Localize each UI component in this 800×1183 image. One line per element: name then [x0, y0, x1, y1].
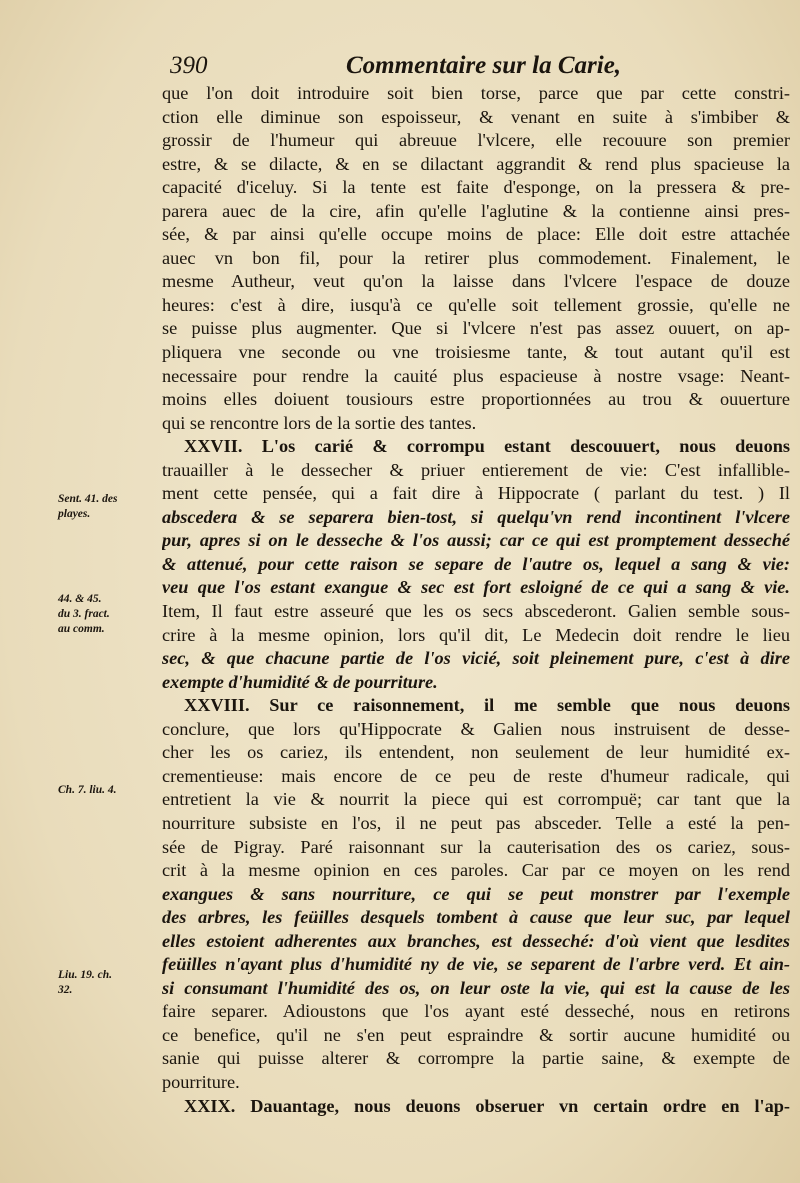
text-line: ment cette pensée, qui a fait dire à Hippocrate ( parlant du test. ) Il: [162, 483, 790, 504]
marginal-note: [58, 592, 164, 637]
text-line: qui se rencontre lors de la sortie des tantes.: [162, 412, 477, 433]
marginal-note: [58, 968, 164, 998]
text-line: parera auec de la cire, afin qu'elle l'aglutine & la contienne ainsi pres-: [162, 200, 790, 221]
text-line: crire à la mesme opinion, lors qu'il dit, Le Medecin doit rendre le lieu: [162, 624, 790, 645]
text-line: auec vn bon fil, pour la retirer plus commodement. Finalement, le: [162, 247, 790, 268]
text-line: crit à la mesme opinion en ces paroles. Car par ce moyen on les rend: [162, 860, 790, 881]
text-line: cher les os cariez, ils entendent, non seulement de leur humidité ex-: [162, 742, 790, 763]
text-line: faire separer. Adioustons que l'os ayant esté desseché, nous en retirons: [162, 1001, 790, 1022]
section-heading-xxvii: XXVII. L'os carié & corrompu estant descouuert, nous deuons: [184, 436, 790, 457]
marginal-note-line: du 3. fract.: [58, 608, 110, 620]
text-line: capacité d'iceluy. Si la tente est faite d'esponge, on la pressera & pre-: [162, 177, 790, 198]
text-line: ce benefice, qu'il ne s'en peut espraindre & sortir aucune humidité ou: [162, 1024, 790, 1045]
quote-line: elles estoient adherentes aux branches, est desseché: d'où vient que lesdites: [162, 930, 790, 951]
text-line: nourriture subsiste en l'os, il ne peut pas absceder. Telle a esté la pen-: [162, 812, 790, 833]
quote-line: abscedera & se separera bien-tost, si quelqu'vn rend incontinent l'vlcere: [162, 506, 790, 527]
text-line: mesme Autheur, veut qu'on la laisse dans l'vlcere l'espace de douze: [162, 271, 790, 292]
marginal-note-line: 32.: [58, 984, 73, 996]
quote-line: pur, apres si on le desseche & l'os aussi; car ce qui est promptement desseché: [162, 530, 790, 551]
marginal-note: [58, 783, 164, 798]
section-heading-xxviii: XXVIII. Sur ce raisonnement, il me semble que nous deuons: [184, 695, 790, 716]
text-line: trauailler à le dessecher & priuer entierement de vie: C'est infallible-: [162, 459, 790, 480]
marginal-note-line: playes.: [58, 508, 91, 520]
quote-line: exempte d'humidité & de pourriture.: [162, 671, 438, 692]
body-text: [162, 82, 790, 1118]
text-line: crementieuse: mais encore de ce peu de reste d'humeur radicale, qui: [162, 765, 790, 786]
marginal-note-line: 44. & 45.: [58, 593, 102, 605]
page-number: 390: [170, 52, 208, 79]
quote-line: des arbres, les feüilles desquels tombent à cause que leur suc, par lequel: [162, 907, 790, 928]
text-line: sanie qui puisse alterer & corrompre la partie saine, & exempte de: [162, 1048, 790, 1069]
marginal-note-line: au comm.: [58, 623, 105, 635]
text-line: conclure, que lors qu'Hippocrate & Galien nous instruisent de desse-: [162, 718, 790, 739]
text-line: Item, Il faut estre asseuré que les os secs abscederont. Galien semble sous-: [162, 601, 790, 622]
text-line: sée, & par ainsi qu'elle occupe moins de place: Elle doit estre attachée: [162, 224, 790, 245]
text-line: grossir de l'humeur qui abreuue l'vlcere, elle recouure son premier: [162, 130, 790, 151]
quote-line: si consumant l'humidité des os, on leur oste la vie, qui est la cause de les: [162, 977, 790, 998]
text-line: pliquera vne seconde ou vne troisiesme tante, & tout autant qu'il est: [162, 342, 790, 363]
section-heading-xxix: XXIX. Dauantage, nous deuons obseruer vn certain ordre en l'ap-: [184, 1095, 790, 1116]
running-title: Commentaire sur la Carie,: [346, 52, 622, 79]
text-line: se puisse plus augmenter. Que si l'vlcere n'est pas assez ouuert, on ap-: [162, 318, 790, 339]
quote-line: & attenué, pour cette raison se separe de l'autre os, lequel a sang & vie:: [162, 553, 790, 574]
text-line: ction elle diminue son espoisseur, & venant en suite à s'imbiber &: [162, 106, 790, 127]
text-line: pourriture.: [162, 1071, 240, 1092]
marginal-note: [58, 492, 164, 522]
marginal-note-line: Liu. 19. ch.: [58, 969, 112, 981]
text-line: necessaire pour rendre la cauité plus espacieuse à nostre vsage: Neant-: [162, 365, 790, 386]
marginal-note-line: Ch. 7. liu. 4.: [58, 784, 117, 796]
text-line: moins elles doiuent tousiours estre proportionnées au trou & ouuerture: [162, 389, 790, 410]
marginal-note-line: Sent. 41. des: [58, 493, 118, 505]
text-line: estre, & se dilacte, & en se dilactant aggrandit & rend plus spacieuse la: [162, 153, 790, 174]
quote-line: veu que l'os estant exangue & sec est fort esloigné de ce qui a sang & vie.: [162, 577, 790, 598]
quote-line: feüilles n'ayant plus d'humidité ny de vie, se separent de l'arbre verd. Et ain-: [162, 954, 790, 975]
text-line: heures: c'est à dire, iusqu'à ce qu'elle soit tellement grossie, qu'elle ne: [162, 294, 790, 315]
text-line: que l'on doit introduire soit bien torse, parce que par cette constri-: [162, 83, 790, 103]
quote-line: exangues & sans nourriture, ce qui se peut monstrer par l'exemple: [162, 883, 790, 904]
quote-line: sec, & que chacune partie de l'os vicié, soit pleinement pure, c'est à dire: [162, 648, 790, 669]
text-line: sée de Pigray. Paré raisonnant sur la cauterisation des os cariez, sous-: [162, 836, 790, 857]
text-line: entretient la vie & nourrit la piece qui est corrompuë; car tant que la: [162, 789, 790, 810]
